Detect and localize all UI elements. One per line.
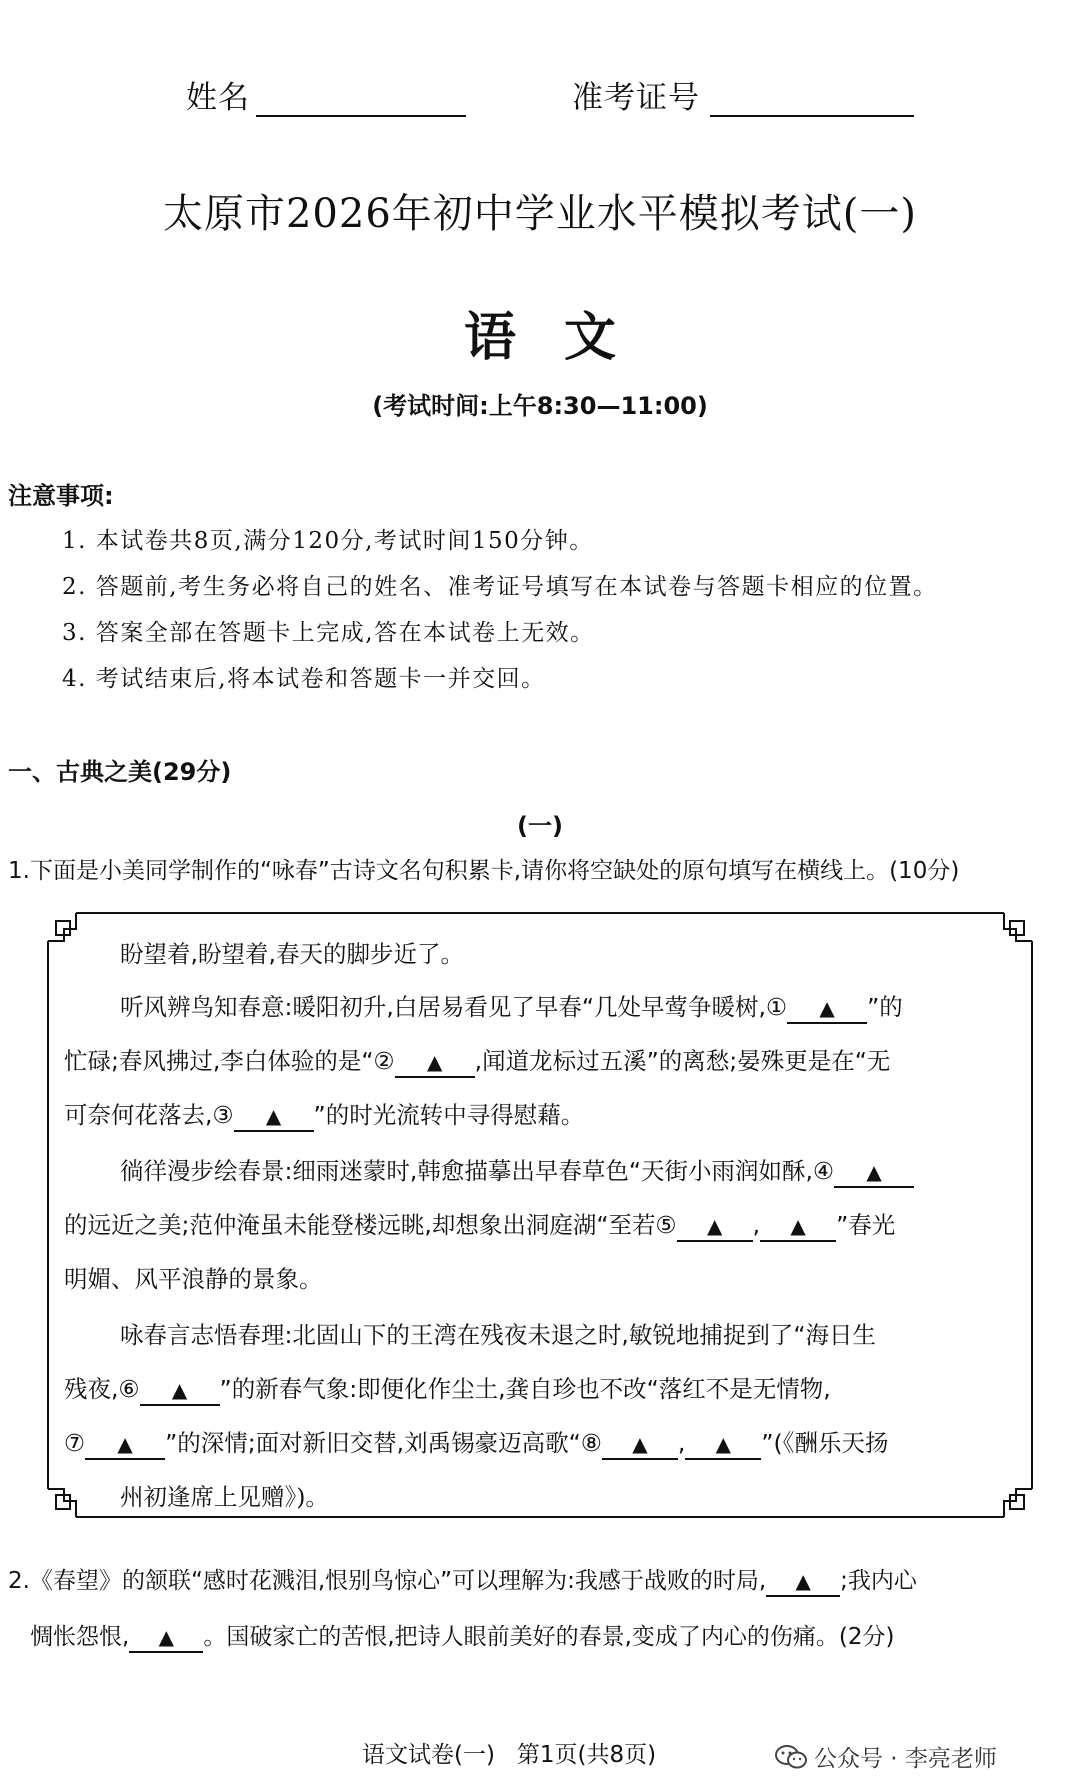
card-text: ”的新春气象:即便化作尘土,龚自珍也不改“落红不是无情物, [219, 1375, 831, 1403]
blank-marker-icon: ▲ [426, 1050, 443, 1074]
card-text: ⑦ [64, 1429, 86, 1457]
answer-blank-1[interactable] [787, 996, 867, 1024]
card-text: ”(《酬乐天扬 [761, 1429, 889, 1457]
answer-blank-8b[interactable] [685, 1432, 761, 1460]
subject-title: 语文 [463, 308, 664, 368]
q2-answer-blank-1[interactable] [766, 1570, 840, 1597]
q2-answer-blank-2[interactable] [129, 1626, 203, 1653]
question-1-text: 1.下面是小美同学制作的“咏春”古诗文名句积累卡,请你将空缺处的原句填写在横线上。(10分) [8, 858, 960, 884]
watermark [774, 1740, 997, 1773]
answer-blank-5a[interactable] [677, 1214, 753, 1242]
exam-id-field-row [572, 72, 914, 117]
q2-text: 。国破家亡的苦恨,把诗人眼前美好的春景,变成了内心的伤痛。(2分) [203, 1624, 895, 1650]
note-item: 3. 答案全部在答题卡上完成,答在本试卷上无效。 [62, 620, 595, 646]
question-2-line [8, 1562, 917, 1597]
wechat-icon [774, 1744, 808, 1770]
answer-blank-7[interactable] [85, 1432, 165, 1460]
card-line [120, 988, 903, 1024]
card-line [64, 1424, 888, 1460]
page-footer: 语文试卷(一) 第1页(共8页) [362, 1742, 657, 1768]
card-line [120, 1152, 914, 1188]
question-2-line [30, 1618, 895, 1653]
card-line [64, 1370, 831, 1406]
card-text: ”的 [867, 993, 903, 1021]
card-line: 咏春言志悟春理:北固山下的王湾在残夜未退之时,敏锐地捕捉到了“海日生 [120, 1321, 877, 1349]
blank-marker-icon: ▲ [706, 1214, 723, 1238]
card-line: 明媚、风平浪静的景象。 [64, 1265, 323, 1293]
card-text: ”的深情;面对新旧交替,刘禹锡豪迈高歌“⑧ [165, 1429, 602, 1457]
card-text: ”的时光流转中寻得慰藉。 [313, 1101, 585, 1129]
card-text: , [752, 1211, 761, 1239]
q2-text: ;我内心 [840, 1568, 917, 1594]
answer-blank-3[interactable] [234, 1104, 314, 1132]
blank-marker-icon: ▲ [866, 1160, 882, 1184]
blank-marker-icon: ▲ [117, 1432, 133, 1456]
card-text: , [677, 1429, 686, 1457]
note-item: 4. 考试结束后,将本试卷和答题卡一并交回。 [62, 666, 546, 692]
card-text: 残夜,⑥ [64, 1375, 140, 1403]
name-label: 姓名 [186, 80, 250, 116]
q2-text: 2.《春望》的颔联“感时花溅泪,恨别鸟惊心”可以理解为:我感于战败的时局, [8, 1568, 767, 1594]
card-text: 的远近之美;范仲淹虽未能登楼远眺,却想象出洞庭湖“至若⑤ [64, 1211, 677, 1239]
exam-id-blank[interactable] [710, 85, 914, 117]
notes-title: 注意事项: [8, 482, 114, 510]
card-text: ”春光 [836, 1211, 896, 1239]
card-text: ,闻道龙标过五溪”的离愁;晏殊更是在“无 [474, 1047, 891, 1075]
blank-marker-icon: ▲ [819, 996, 835, 1020]
card-line [64, 1206, 895, 1242]
answer-blank-2[interactable] [395, 1050, 475, 1078]
name-blank[interactable] [256, 85, 466, 117]
note-item: 1. 本试卷共8页,满分120分,考试时间150分钟。 [62, 528, 594, 554]
card-line [64, 1042, 890, 1078]
section-title: 一、古典之美(29分) [8, 758, 232, 786]
blank-marker-icon: ▲ [790, 1214, 806, 1238]
exam-title: 太原市2026年初中学业水平模拟考试(一) [162, 191, 917, 237]
blank-marker-icon: ▲ [632, 1432, 648, 1456]
card-line [64, 1096, 584, 1132]
name-field-row [186, 72, 466, 117]
q2-text: 惆怅怨恨, [30, 1624, 130, 1650]
sub-section-title: (一) [517, 812, 563, 840]
card-line: 盼望着,盼望着,春天的脚步近了。 [120, 940, 464, 968]
card-line: 州初逢席上见赠》)。 [120, 1483, 329, 1511]
answer-blank-8a[interactable] [602, 1432, 678, 1460]
blank-marker-icon: ▲ [158, 1625, 174, 1649]
note-item: 2. 答题前,考生务必将自己的姓名、准考证号填写在本试卷与答题卡相应的位置。 [62, 574, 938, 600]
card-text: 可奈何花落去,③ [64, 1101, 234, 1129]
answer-blank-4[interactable] [834, 1160, 914, 1188]
card-text: 听风辨鸟知春意:暖阳初升,白居易看见了早春“几处早莺争暖树,① [120, 993, 788, 1021]
blank-marker-icon: ▲ [171, 1378, 188, 1402]
blank-marker-icon: ▲ [715, 1432, 732, 1456]
blank-marker-icon: ▲ [265, 1104, 282, 1128]
answer-blank-5b[interactable] [760, 1214, 836, 1242]
exam-id-label: 准考证号 [572, 80, 700, 116]
watermark-text: 公众号 · 李亮老师 [814, 1746, 997, 1772]
exam-time: (考试时间:上午8:30—11:00) [372, 392, 708, 420]
card-text: 徜徉漫步绘春景:细雨迷蒙时,韩愈描摹出早春草色“天街小雨润如酥,④ [120, 1157, 835, 1185]
blank-marker-icon: ▲ [795, 1569, 811, 1593]
answer-blank-6[interactable] [140, 1378, 220, 1406]
card-text: 忙碌;春风拂过,李白体验的是“② [64, 1047, 395, 1075]
